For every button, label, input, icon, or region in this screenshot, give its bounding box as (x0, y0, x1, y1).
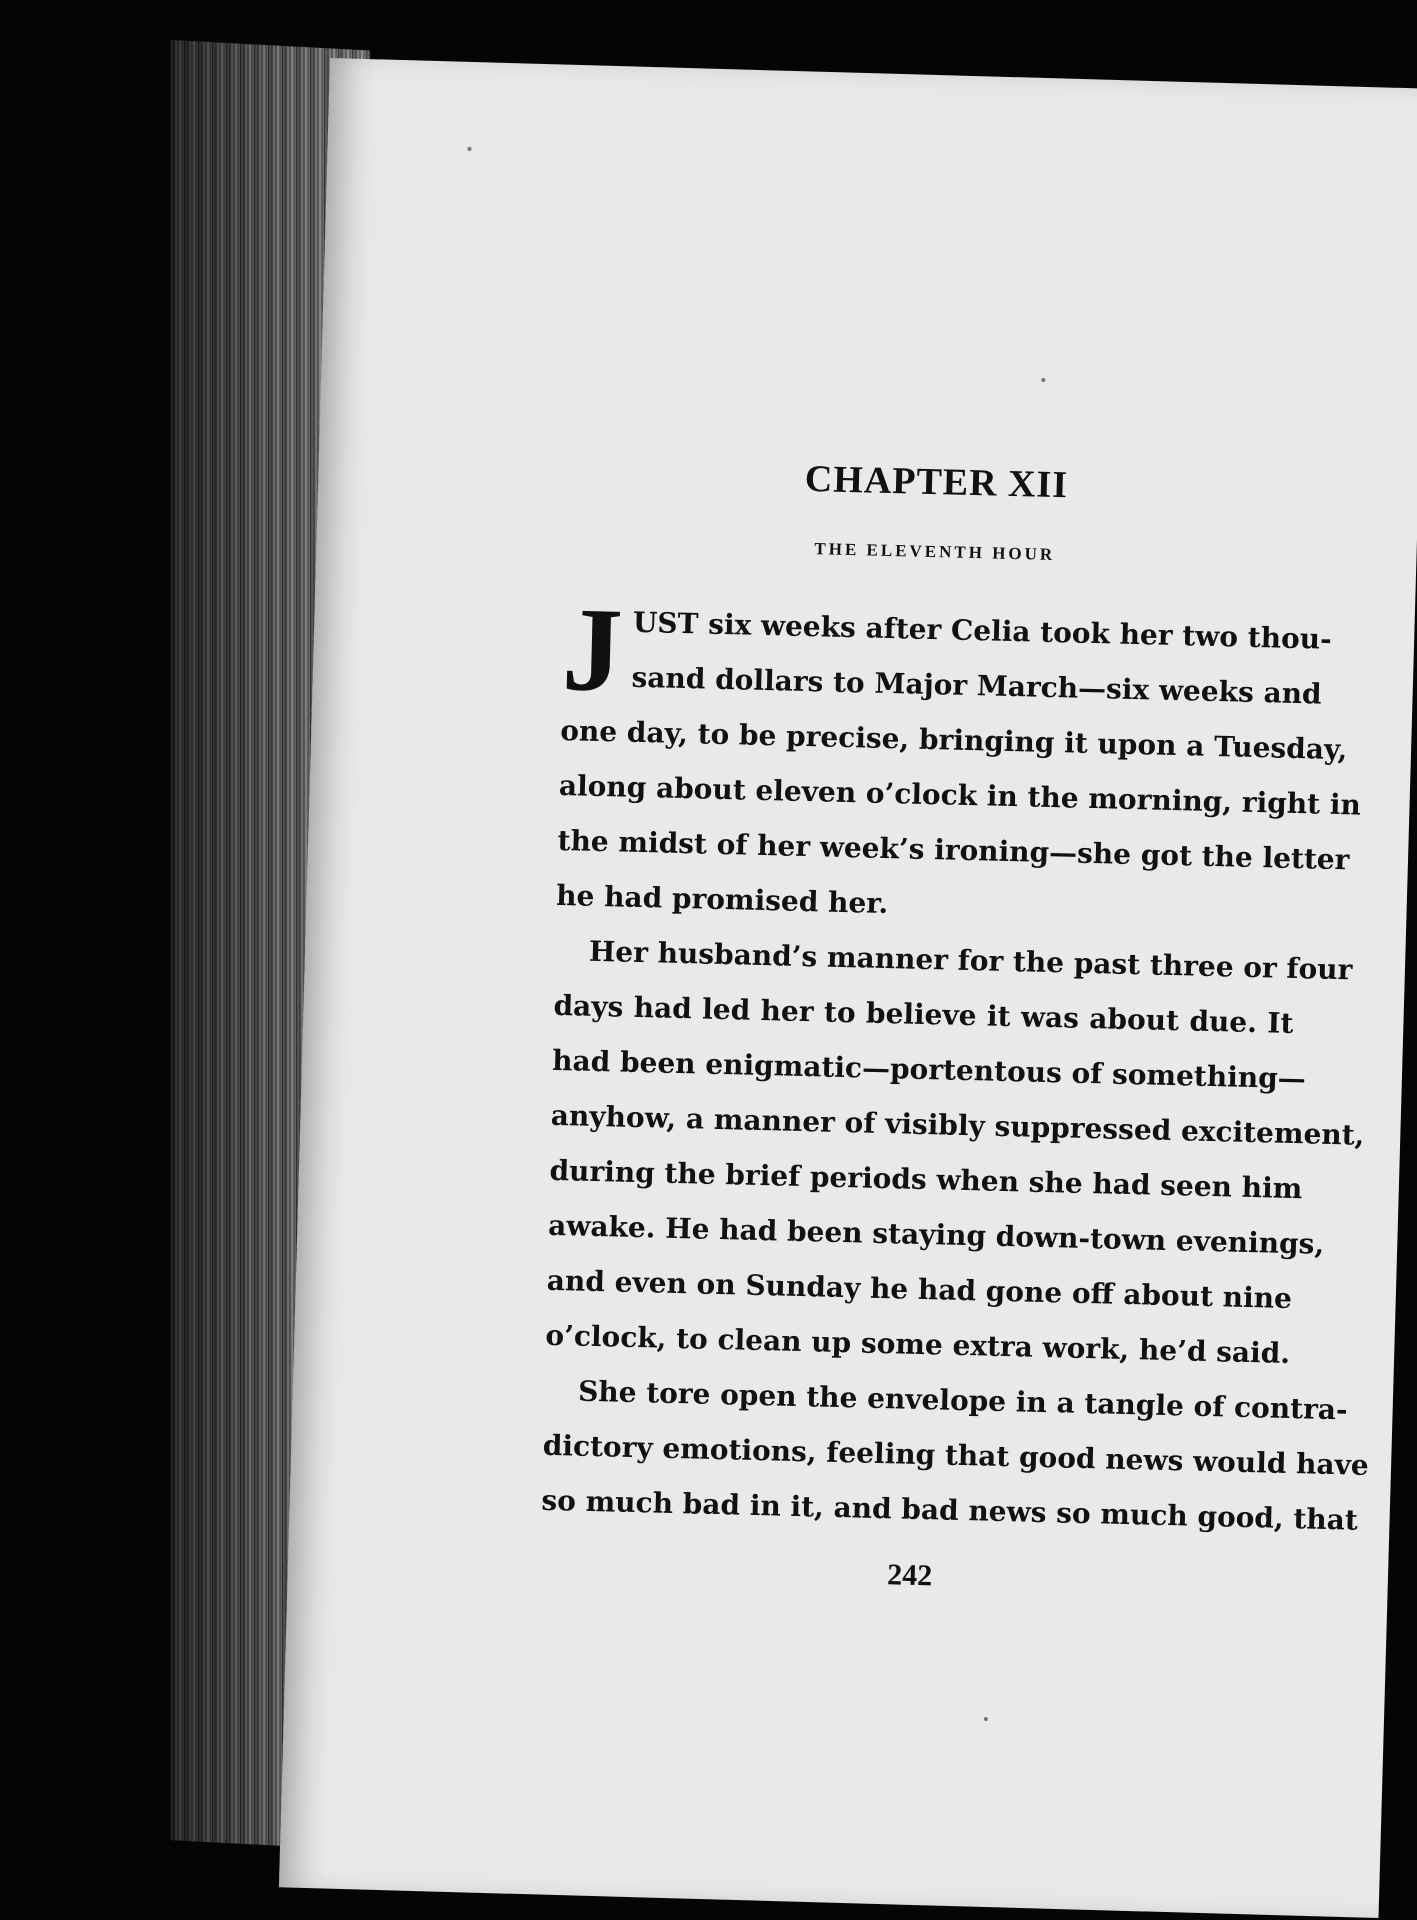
speck (1041, 378, 1045, 382)
speck (984, 1717, 988, 1721)
text-line: so much bad in it, and bad news so much good, that (541, 1483, 1359, 1537)
text-line: UST six weeks after Celia took her two thou- (632, 605, 1333, 656)
chapter-heading: CHAPTER XII (804, 457, 1069, 507)
text-line: the midst of her week’s ironing—she got the letter (557, 823, 1350, 877)
chapter-subtitle: THE ELEVENTH HOUR (814, 539, 1056, 565)
text-line: awake. He had been staying down-town evenings, (547, 1208, 1325, 1261)
text-line: and even on Sunday he had gone off about nine (546, 1263, 1293, 1316)
text-line: o’clock, to clean up some extra work, he’d said. (545, 1318, 1291, 1370)
paragraph-2 (545, 923, 1365, 1381)
text-line: along about eleven o’clock in the morning, right in (558, 768, 1362, 822)
text-line: sand dollars to Major March—six weeks and (631, 660, 1323, 711)
text-line: dictory emotions, feeling that good news would have (542, 1428, 1370, 1482)
page-text (539, 451, 1370, 1602)
text-line: She tore open the envelope in a tangle of contra- (577, 1374, 1349, 1427)
speck (467, 147, 471, 151)
text-line: he had promised her. (555, 878, 889, 921)
paragraph-1 (555, 582, 1362, 941)
page-number: 242 (886, 1558, 933, 1593)
text-line: one day, to be precise, bringing it upon a Tuesday, (559, 713, 1348, 767)
book-page (279, 58, 1417, 1918)
text-line: Her husband’s manner for the past three or four (588, 934, 1353, 987)
paragraph-3 (541, 1363, 1370, 1546)
text-line: during the brief periods when she had seen him (549, 1153, 1303, 1206)
drop-cap: J (560, 582, 624, 717)
text-line: anyhow, a manner of visibly suppressed excitement, (550, 1098, 1365, 1152)
text-line: days had led her to believe it was about due. It (553, 988, 1294, 1040)
text-line: had been enigmatic—portentous of something— (551, 1043, 1307, 1096)
